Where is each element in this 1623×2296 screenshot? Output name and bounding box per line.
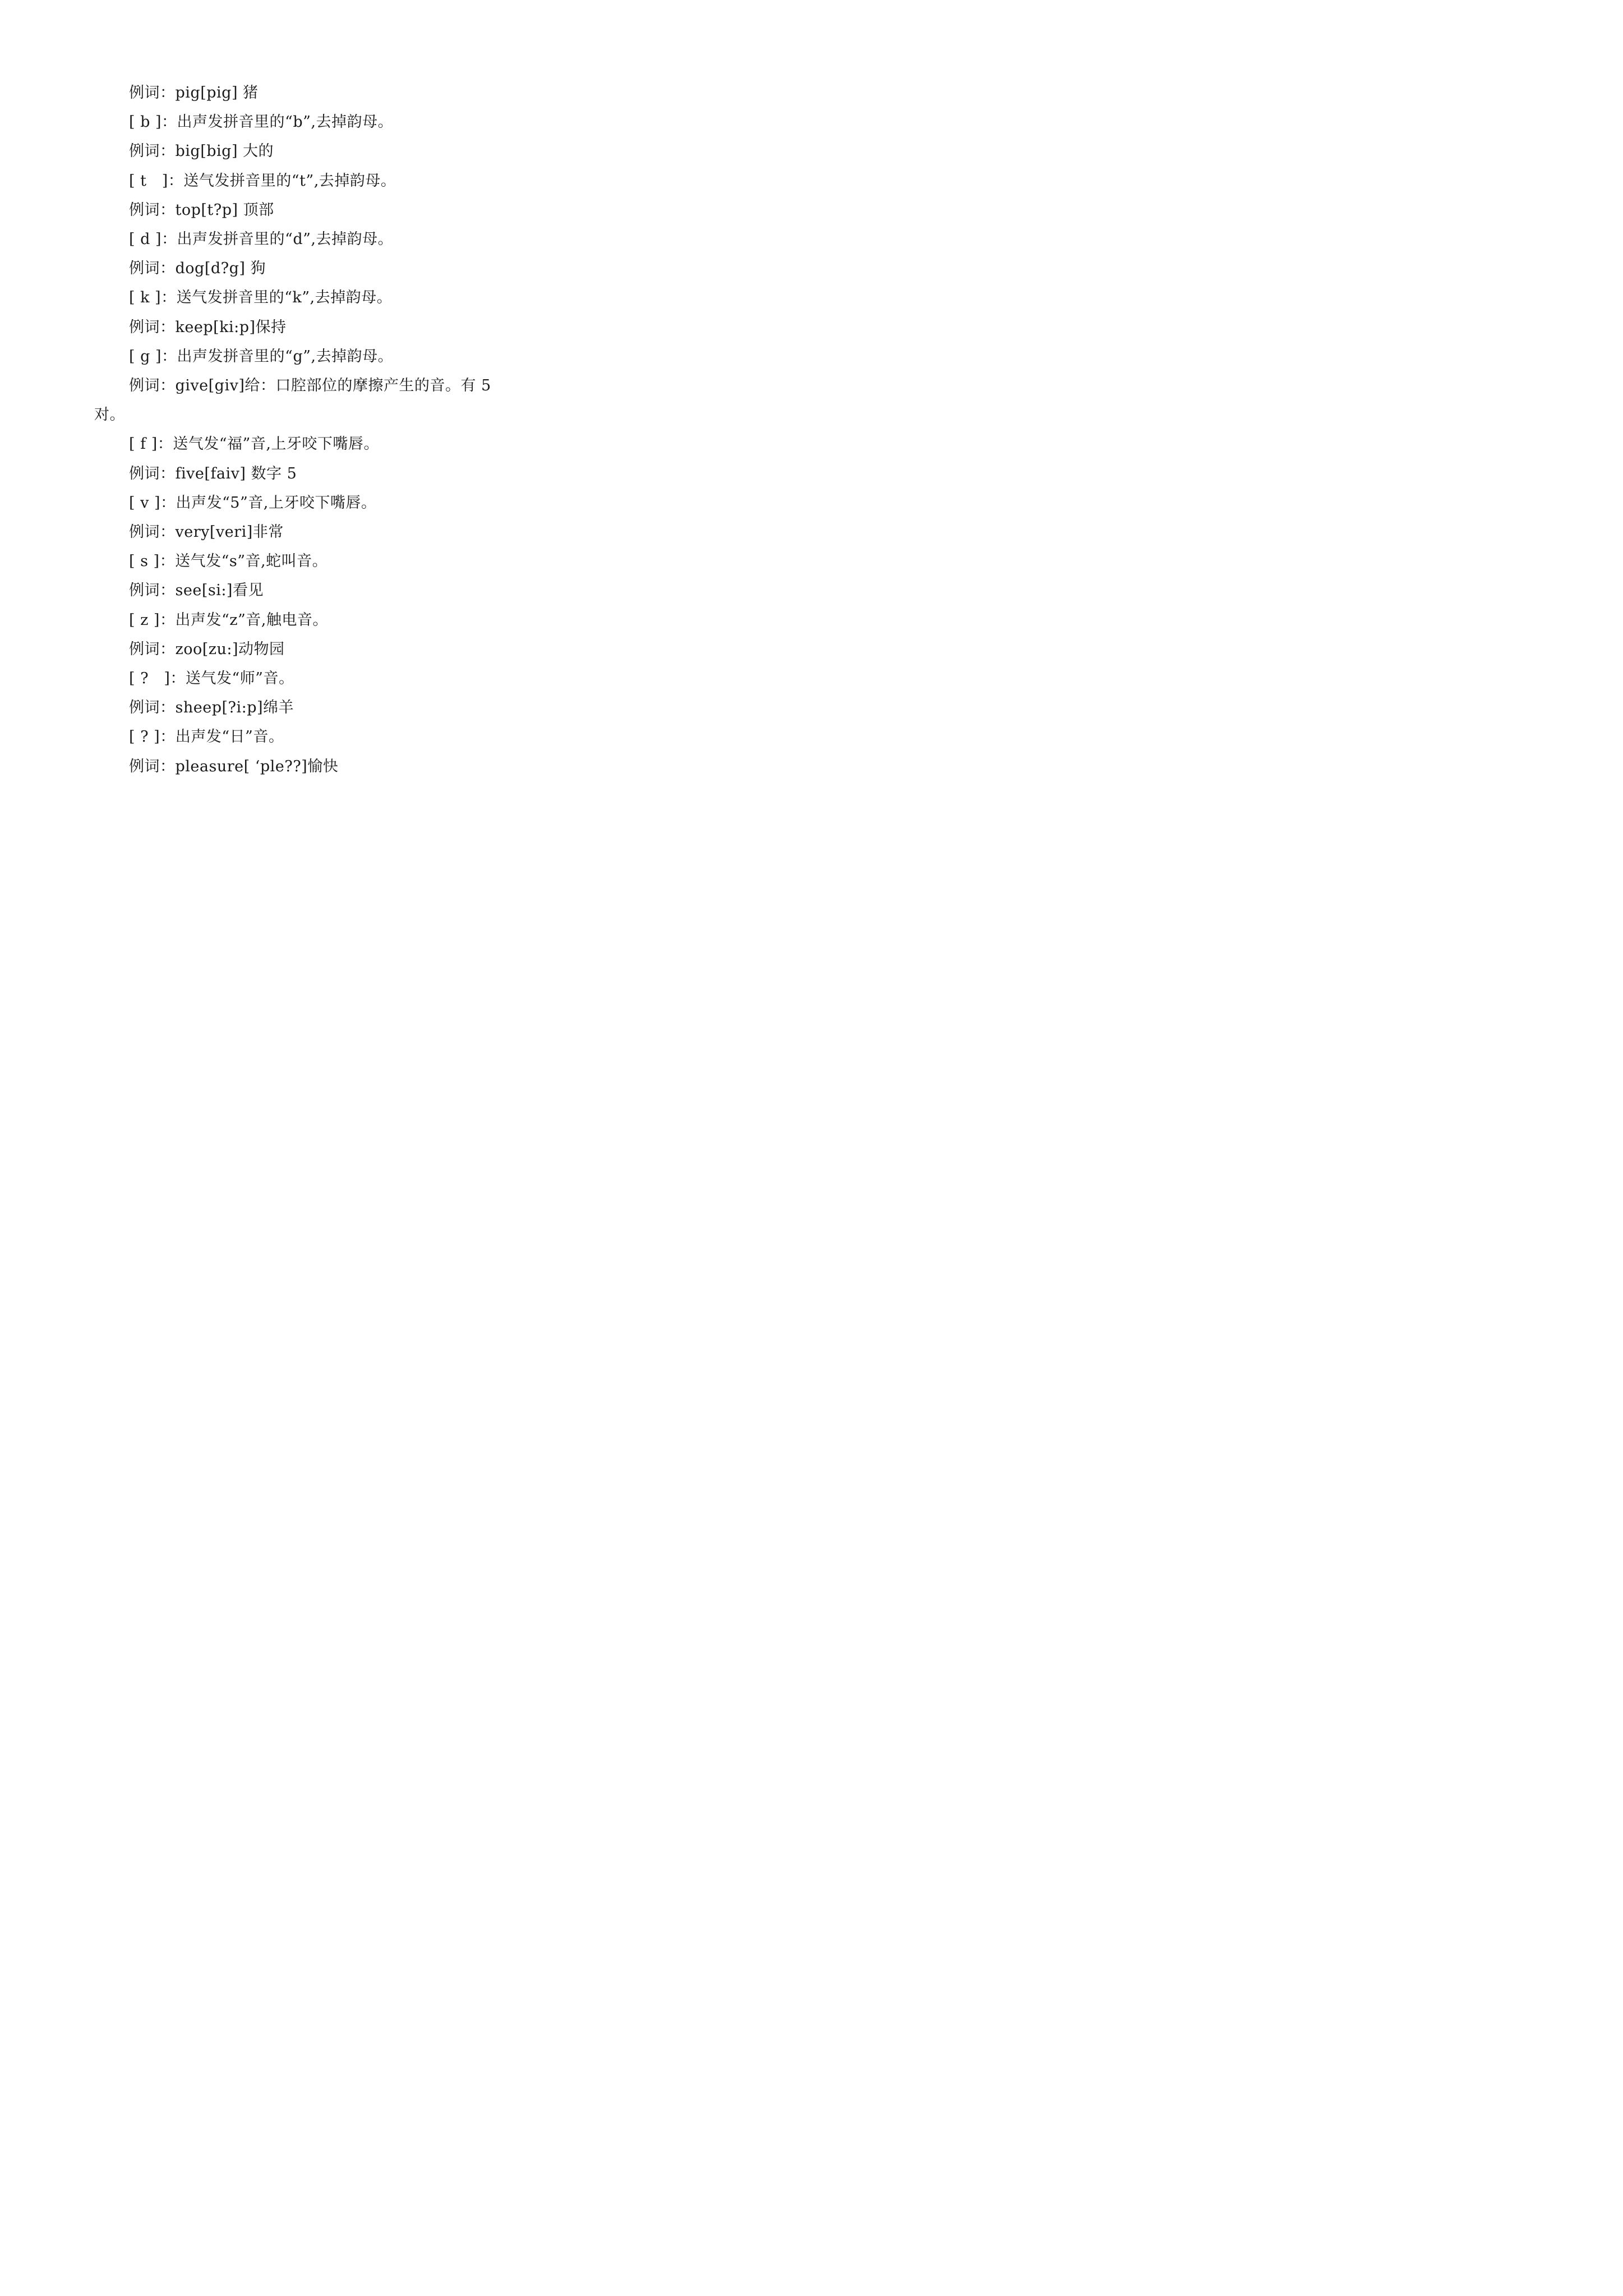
document-body (94, 79, 537, 781)
phonetic-zh-line: [ ? ]：出声发“日”音。 (129, 728, 284, 746)
phonetic-sh-line: [ ? ]：送气发“师”音。 (129, 670, 294, 688)
example-line-sheep: 例词：sheep[?i:p]绵羊 (129, 699, 294, 717)
continuation-line: 对。 (94, 406, 125, 424)
phonetic-f-line: [ f ]：送气发“福”音,上牙咬下嘴唇。 (129, 435, 379, 453)
phonetic-d-line: [ d ]：出声发拼音里的“d”,去掉韵母。 (129, 231, 393, 249)
phonetic-t-line: [ t ]：送气发拼音里的“t”,去掉韵母。 (129, 172, 396, 190)
example-line-top: 例词：top[t?p] 顶部 (129, 201, 274, 219)
phonetic-k-line: [ k ]：送气发拼音里的“k”,去掉韵母。 (129, 289, 393, 307)
example-line-dog: 例词：dog[d?g] 狗 (129, 260, 266, 278)
phonetic-v-line: [ v ]：出声发“5”音,上牙咬下嘴唇。 (129, 494, 377, 512)
example-line-big: 例词：big[big] 大的 (129, 142, 274, 160)
example-line-see: 例词：see[si:]看见 (129, 582, 264, 600)
document-page (0, 0, 618, 875)
example-line-give: 例词：give[giv]给：口腔部位的摩擦产生的音。有 5 (129, 377, 491, 395)
phonetic-z-line: [ z ]：出声发“z”音,触电音。 (129, 611, 328, 629)
example-line-five: 例词：five[faiv] 数字 5 (129, 464, 297, 482)
phonetic-b-line: [ b ]：出声发拼音里的“b”,去掉韵母。 (129, 113, 393, 131)
phonetic-s-line: [ s ]：送气发“s”音,蛇叫音。 (129, 553, 328, 570)
example-line-pleasure: 例词：pleasure[ ‘ple??]愉快 (129, 757, 339, 775)
example-line-keep: 例词：keep[ki:p]保持 (129, 318, 287, 336)
example-line-pig: 例词：pig[pig] 猪 (129, 84, 259, 102)
example-line-very: 例词：very[veri]非常 (129, 523, 284, 541)
phonetic-g-line: [ g ]：出声发拼音里的“g”,去掉韵母。 (129, 347, 393, 365)
example-line-zoo: 例词：zoo[zu:]动物园 (129, 640, 285, 658)
